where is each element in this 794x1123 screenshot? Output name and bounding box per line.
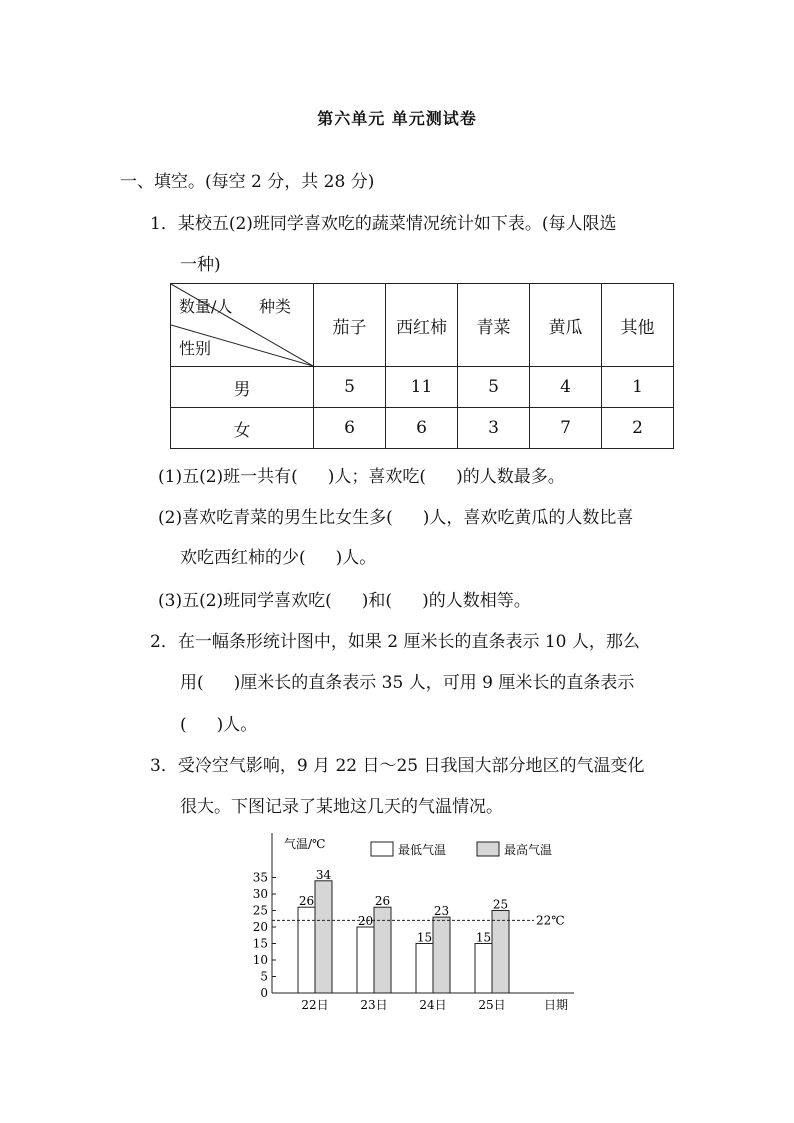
q1-sub2-text-d: )人。 (335, 548, 377, 568)
table-cell: 11 (386, 367, 458, 408)
legend-swatch (477, 842, 499, 856)
corner-label-gender: 性别 (179, 339, 212, 358)
q1-sub2-text-c: 欢吃西红柿的少( (180, 548, 306, 568)
page-title: 第六单元 单元测试卷 (317, 109, 477, 128)
bar-value-label: 25 (492, 897, 509, 912)
column-header: 青菜 (458, 284, 530, 367)
corner-label-type: 种类 (259, 297, 292, 316)
x-axis-label: 日期 (543, 998, 569, 1012)
column-header: 黄瓜 (530, 284, 602, 367)
q1-line1: 1．某校五(2)班同学喜欢吃的蔬菜情况统计如下表。(每人限选 (150, 214, 617, 234)
bar-value-label: 15 (475, 930, 492, 945)
q3-line2: 很大。下图记录了某地这几天的气温情况。 (180, 797, 503, 817)
x-tick-label: 25日 (478, 998, 506, 1012)
q2-text-b: )厘米长的直条表示 35 人，可用 9 厘米长的直条表示 (233, 673, 635, 693)
y-tick-label: 15 (252, 936, 268, 951)
column-header: 其他 (602, 284, 674, 367)
y-tick-label: 35 (252, 870, 268, 885)
y-tick-label: 25 (252, 903, 268, 918)
bar (475, 944, 492, 994)
table-cell: 1 (602, 367, 674, 408)
legend-label: 最低气温 (398, 843, 447, 857)
table-cell: 6 (314, 408, 386, 449)
q2-line3 (180, 713, 257, 737)
legend-swatch (371, 842, 393, 856)
table-cell: 4 (530, 367, 602, 408)
x-tick-label: 23日 (360, 998, 388, 1012)
temperature-bar-chart (244, 828, 584, 1018)
q1-sub1-text-b: )人；喜欢吃( (327, 467, 427, 487)
q1-sub3-text-a: (3)五(2)班同学喜欢吃( (158, 591, 332, 611)
q1-sub1-text-a: (1)五(2)班一共有( (158, 467, 298, 487)
y-tick-label: 30 (252, 887, 268, 901)
y-tick-label: 0 (260, 986, 268, 1000)
table-cell: 2 (602, 408, 674, 449)
q1-sub3 (158, 589, 531, 613)
q3-line1: 3．受冷空气影响，9 月 22 日～25 日我国大部分地区的气温变化 (150, 756, 645, 776)
column-header: 茄子 (314, 284, 386, 367)
y-axis-label: 气温/℃ (284, 837, 326, 851)
reference-line-label: 22℃ (536, 913, 565, 928)
legend-label: 最高气温 (504, 843, 553, 857)
bar (492, 911, 509, 994)
row-label: 男 (171, 367, 314, 408)
row-label: 女 (171, 408, 314, 449)
table-cell: 5 (314, 367, 386, 408)
q1-sub2-text-a: (2)喜欢吃青菜的男生比女生多( (158, 508, 393, 528)
table-row (171, 367, 674, 408)
y-tick-label: 10 (252, 953, 268, 967)
bar (433, 917, 450, 993)
bar-value-label: 34 (315, 867, 332, 882)
q1-sub3-text-c: )的人数相等。 (422, 591, 531, 611)
table-cell: 6 (386, 408, 458, 449)
table-corner-cell (171, 284, 314, 367)
column-header: 西红柿 (386, 284, 458, 367)
q2-text-a: 用( (180, 673, 204, 693)
table-cell: 7 (530, 408, 602, 449)
table-row (171, 408, 674, 449)
q2-text-c: ( (180, 715, 187, 735)
q2-line2 (180, 671, 634, 695)
bar (416, 944, 433, 994)
bar-value-label: 26 (298, 894, 315, 909)
section-heading: 一、填空。(每空 2 分，共 28 分) (120, 172, 375, 192)
q1-sub1-text-c: )的人数最多。 (456, 467, 565, 487)
q2-text-d: )人。 (216, 715, 258, 735)
q1-line2: 一种) (180, 255, 221, 275)
q1-sub1 (158, 465, 565, 489)
table-cell: 3 (458, 408, 530, 449)
y-tick-label: 20 (252, 920, 268, 934)
x-tick-label: 22日 (301, 998, 329, 1012)
x-tick-label: 24日 (419, 998, 447, 1012)
q1-sub2-line2 (180, 546, 376, 570)
bar-value-label: 23 (433, 904, 450, 919)
table-cell: 5 (458, 367, 530, 408)
corner-label-quantity: 数量/人 (179, 297, 233, 316)
bar (315, 881, 332, 993)
q1-sub3-text-b: )和( (361, 591, 393, 611)
bar (357, 927, 374, 993)
bar-value-label: 20 (357, 914, 374, 928)
q1-sub2-text-b: )人，喜欢吃黄瓜的人数比喜 (422, 508, 634, 528)
q1-sub2-line1 (158, 506, 633, 530)
y-tick-label: 5 (260, 969, 268, 984)
bar-value-label: 26 (374, 894, 391, 909)
vegetable-table (170, 283, 674, 449)
bar-value-label: 15 (416, 930, 433, 945)
q2-line1: 2．在一幅条形统计图中，如果 2 厘米长的直条表示 10 人，那么 (150, 632, 640, 652)
